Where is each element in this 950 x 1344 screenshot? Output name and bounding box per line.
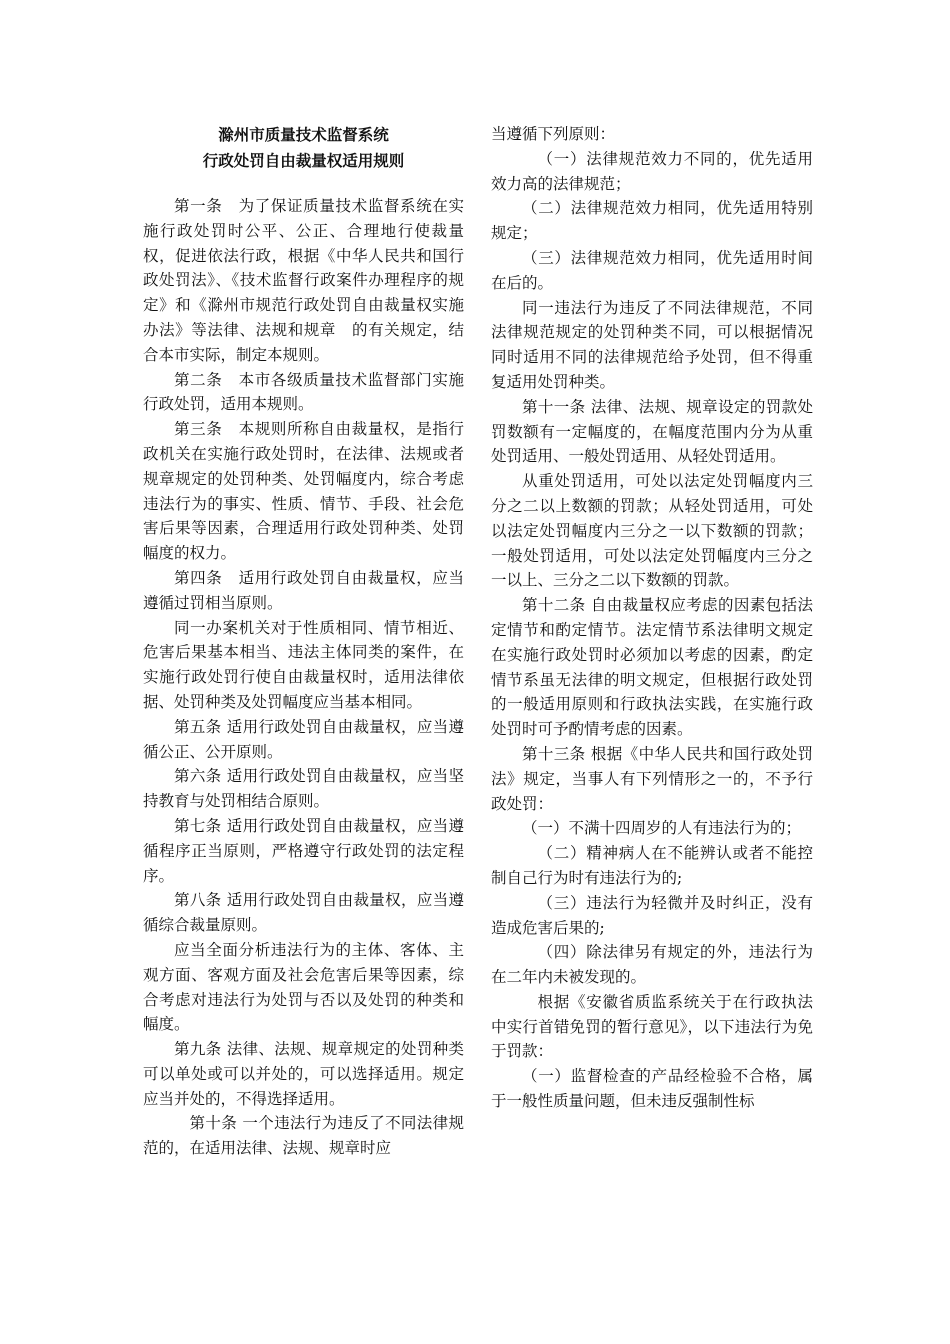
article-13-item-4: （四）除法律另有规定的外，违法行为在二年内未被发现的。 (491, 943, 813, 987)
article-3-paragraph: 第三条 本规则所称自由裁量权，是指行政机关在实施行政处罚时，在法律、法规或者规章规定的处罚种类、处罚幅度内，综合考虑违法行为的事实、性质、情节、手段、社会危害后果等因素，合理适用行政处罚种类、处罚幅度的权力。 (143, 420, 464, 563)
article-10-item-2: （二）法律规范效力相同，优先适用特别规定； (491, 199, 813, 243)
article-13-item-2: （二）精神病人在不能辨认或者不能控制自己行为时有违法行为的; (491, 844, 813, 887)
right-column (491, 122, 813, 1114)
article-10-item-3: （三）法律规范效力相同，优先适用时间在后的。 (491, 248, 813, 292)
article-10-continuation: 当遵循下列原则： (491, 125, 616, 143)
left-column (143, 122, 464, 1161)
document-title-line2: 行政处罚自由裁量权适用规则 (202, 151, 405, 170)
article-8-clause-paragraph: 应当全面分析违法行为的主体、客体、主观方面、客观方面及社会危害后果等因素，综合考虑对违法行为处罚与否以及处罚的种类和幅度。 (143, 940, 464, 1034)
article-8-paragraph: 第八条 适用行政处罚自由裁量权，应当遵循综合裁量原则。 (143, 891, 464, 935)
article-6-paragraph: 第六条 适用行政处罚自由裁量权，应当坚持教育与处罚相结合原则。 (143, 767, 464, 811)
article-13-paragraph: 第十三条 根据《中华人民共和国行政处罚法》规定，当事人有下列情形之一的，不予行政处罚： (491, 744, 813, 813)
article-12-paragraph: 第十二条 自由裁量权应考虑的因素包括法定情节和酌定情节。法定情节系法律明文规定在实施行政处罚时必须加以考虑的因素，酌定情节系虽无法律的明文规定，但根据行政处罚的一般适用原则和行政执法实践，在实施行政处罚时可予酌情考虑的因素。 (491, 596, 813, 739)
document-title-line1: 滁州市质量技术监督系统 (218, 125, 389, 144)
article-13-item-3: （三）违法行为轻微并及时纠正，没有造成危害后果的; (491, 893, 813, 937)
article-10-paragraph: 第十条 一个违法行为违反了不同法律规范的，在适用法律、法规、规章时应 (143, 1114, 464, 1158)
article-1-paragraph: 第一条 为了保证质量技术监督系统在实施行政处罚时公平、公正、合理地行使裁量权，促进依法行政，根据《中华人民共和国行政处罚法》、《技术监督行政案件办理程序的规定》和《滁州市规范行政处罚自由裁量权实施办法》等法律、法规和规章 的有关规定，结合本市实际，制定本规则。 (143, 197, 464, 364)
exemption-paragraph: 根据《安徽省质监系统关于在行政执法中实行首错免罚的暂行意见》，以下违法行为免于罚款： (491, 992, 813, 1061)
article-13-item-1: （一）不满十四周岁的人有违法行为的； (522, 819, 802, 838)
article-4-clause-paragraph: 同一办案机关对于性质相同、情节相近、危害后果基本相当、违法主体同类的案件，在实施行政处罚行使自由裁量权时，适用法律依据、处罚种类及处罚幅度应当基本相同。 (143, 618, 464, 711)
article-5-paragraph: 第五条 适用行政处罚自由裁量权，应当遵循公正、公开原则。 (143, 717, 464, 761)
article-10-item-1: （一）法律规范效力不同的，优先适用效力高的法律规范； (491, 149, 813, 193)
article-9-paragraph: 第九条 法律、法规、规章规定的处罚种类可以单处或可以并处的，可以选择适用。规定应当并处的，不得选择适用。 (143, 1040, 464, 1108)
article-4-paragraph: 第四条 适用行政处罚自由裁量权，应当遵循过罚相当原则。 (143, 568, 464, 612)
article-2-paragraph: 第二条 本市各级质量技术监督部门实施行政处罚，适用本规则。 (143, 370, 464, 414)
exemption-item-1: （一）监督检查的产品经检验不合格，属于一般性质量问题，但未违反强制性标 (491, 1067, 813, 1111)
article-11-paragraph: 第十一条 法律、法规、规章设定的罚款处罚数额有一定幅度的，在幅度范围内分为从重处罚适用、一般处罚适用、从轻处罚适用。 (491, 397, 813, 466)
article-10-clause-paragraph: 同一违法行为违反了不同法律规范，不同法律规范规定的处罚种类不同，可以根据情况同时适用不同的法律规范给予处罚，但不得重复适用处罚种类。 (491, 298, 813, 391)
article-7-paragraph: 第七条 适用行政处罚自由裁量权，应当遵循程序正当原则，严格遵守行政处罚的法定程序。 (143, 816, 464, 885)
article-11-clause-paragraph: 从重处罚适用，可处以法定处罚幅度内三分之二以上数额的罚款；从轻处罚适用，可处以法定处罚幅度内三分之一以下数额的罚款；一般处罚适用，可处以法定处罚幅度内三分之一以上、三分之二以下数额的罚款。 (491, 472, 813, 590)
